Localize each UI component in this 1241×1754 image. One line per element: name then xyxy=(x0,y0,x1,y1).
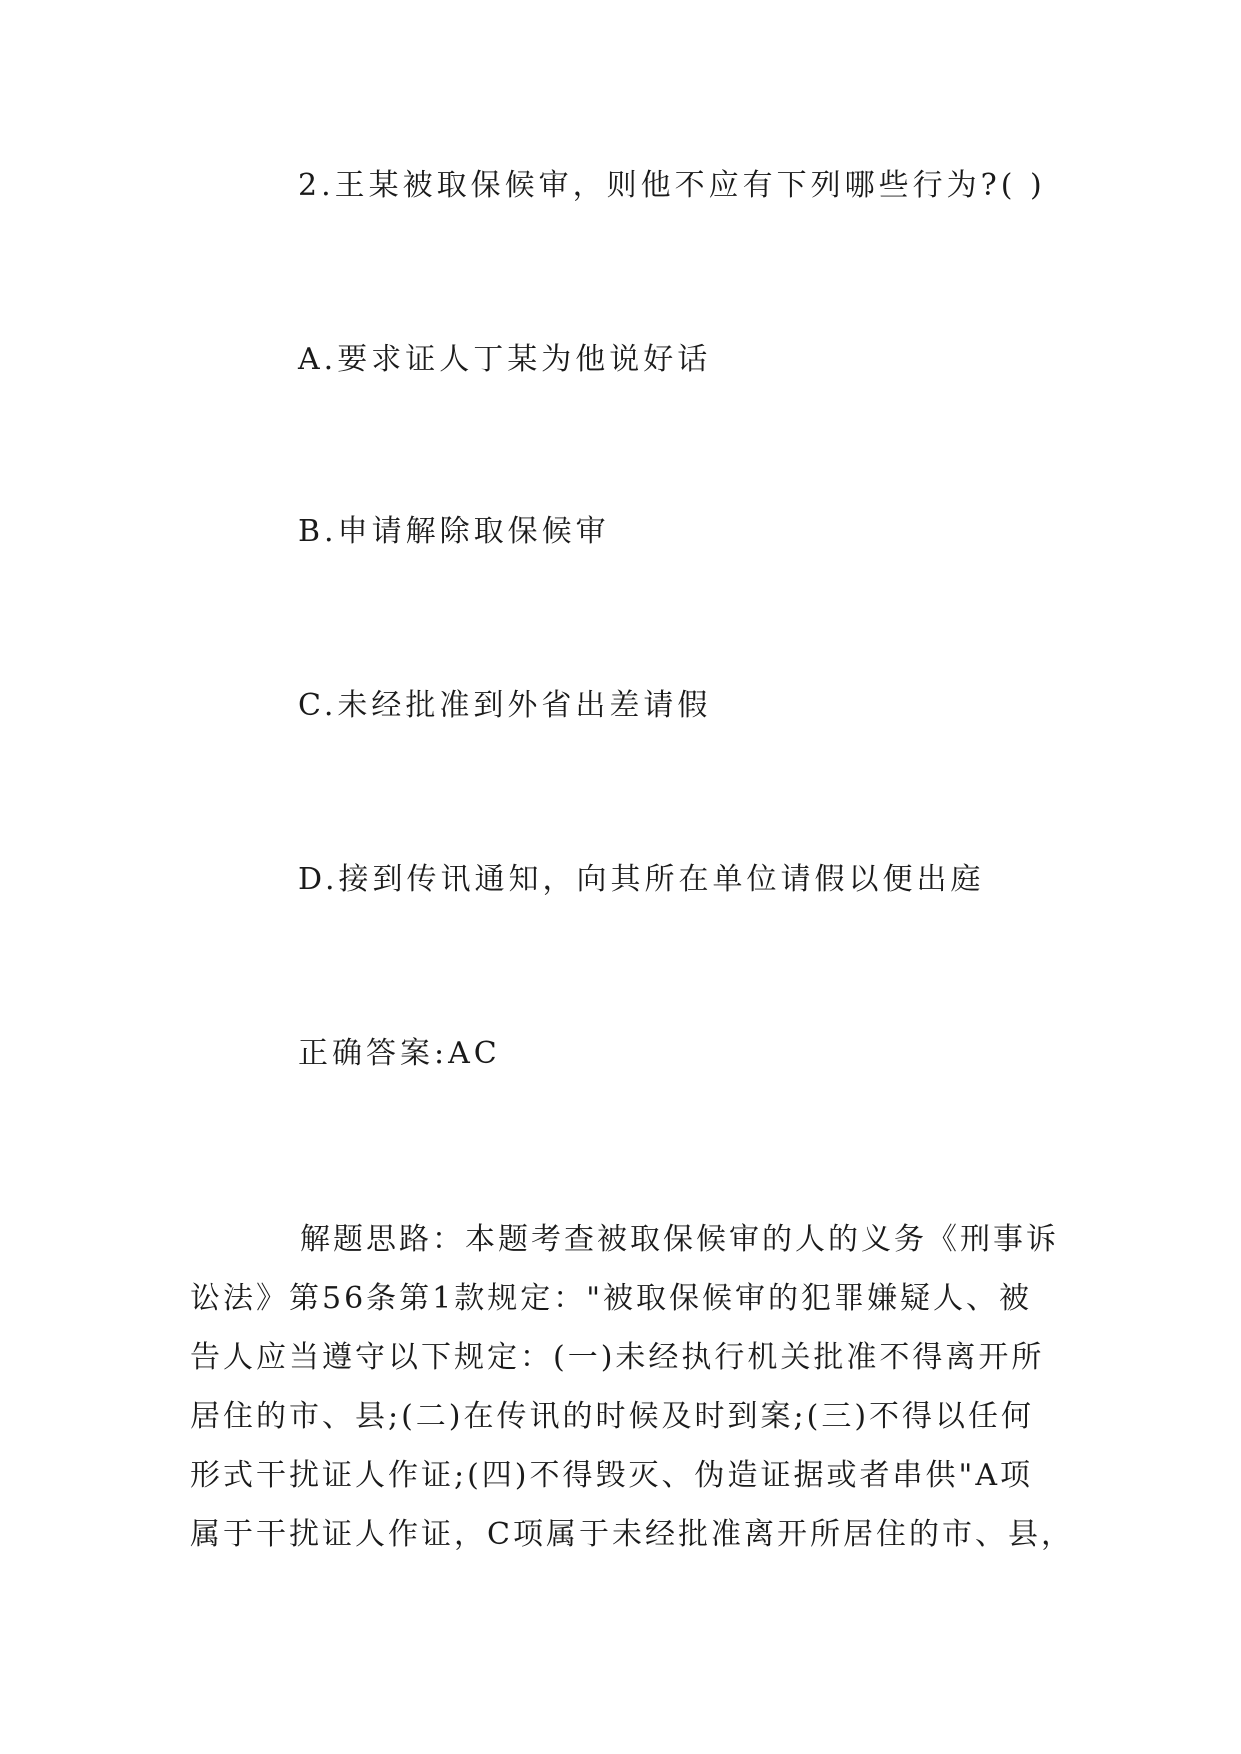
analysis-line: 属于干扰证人作证，C项属于未经批准离开所居住的市、县， xyxy=(190,1517,1074,1552)
correct-answer: 正确答案:AC xyxy=(298,1036,501,1071)
question-title: 2.王某被取保候审，则他不应有下列哪些行为?( ) xyxy=(298,168,1046,203)
analysis-paragraph xyxy=(190,1210,1074,1564)
analysis-line: 讼法》第56条第1款规定："被取保候审的犯罪嫌疑人、被 xyxy=(190,1281,1033,1316)
option-c: C.未经批准到外省出差请假 xyxy=(298,688,712,723)
analysis-line: 居住的市、县;(二)在传讯的时候及时到案;(三)不得以任何 xyxy=(190,1399,1035,1434)
analysis-line: 解题思路：本题考查被取保候审的人的义务《刑事诉 xyxy=(300,1222,1059,1257)
option-a: A.要求证人丁某为他说好话 xyxy=(298,342,712,377)
analysis-line: 形式干扰证人作证;(四)不得毁灭、伪造证据或者串供"A项 xyxy=(190,1458,1033,1493)
option-b: B.申请解除取保候审 xyxy=(298,514,610,549)
option-d: D.接到传讯通知，向其所在单位请假以便出庭 xyxy=(298,862,985,897)
analysis-line: 告人应当遵守以下规定：(一)未经执行机关批准不得离开所 xyxy=(190,1340,1045,1375)
